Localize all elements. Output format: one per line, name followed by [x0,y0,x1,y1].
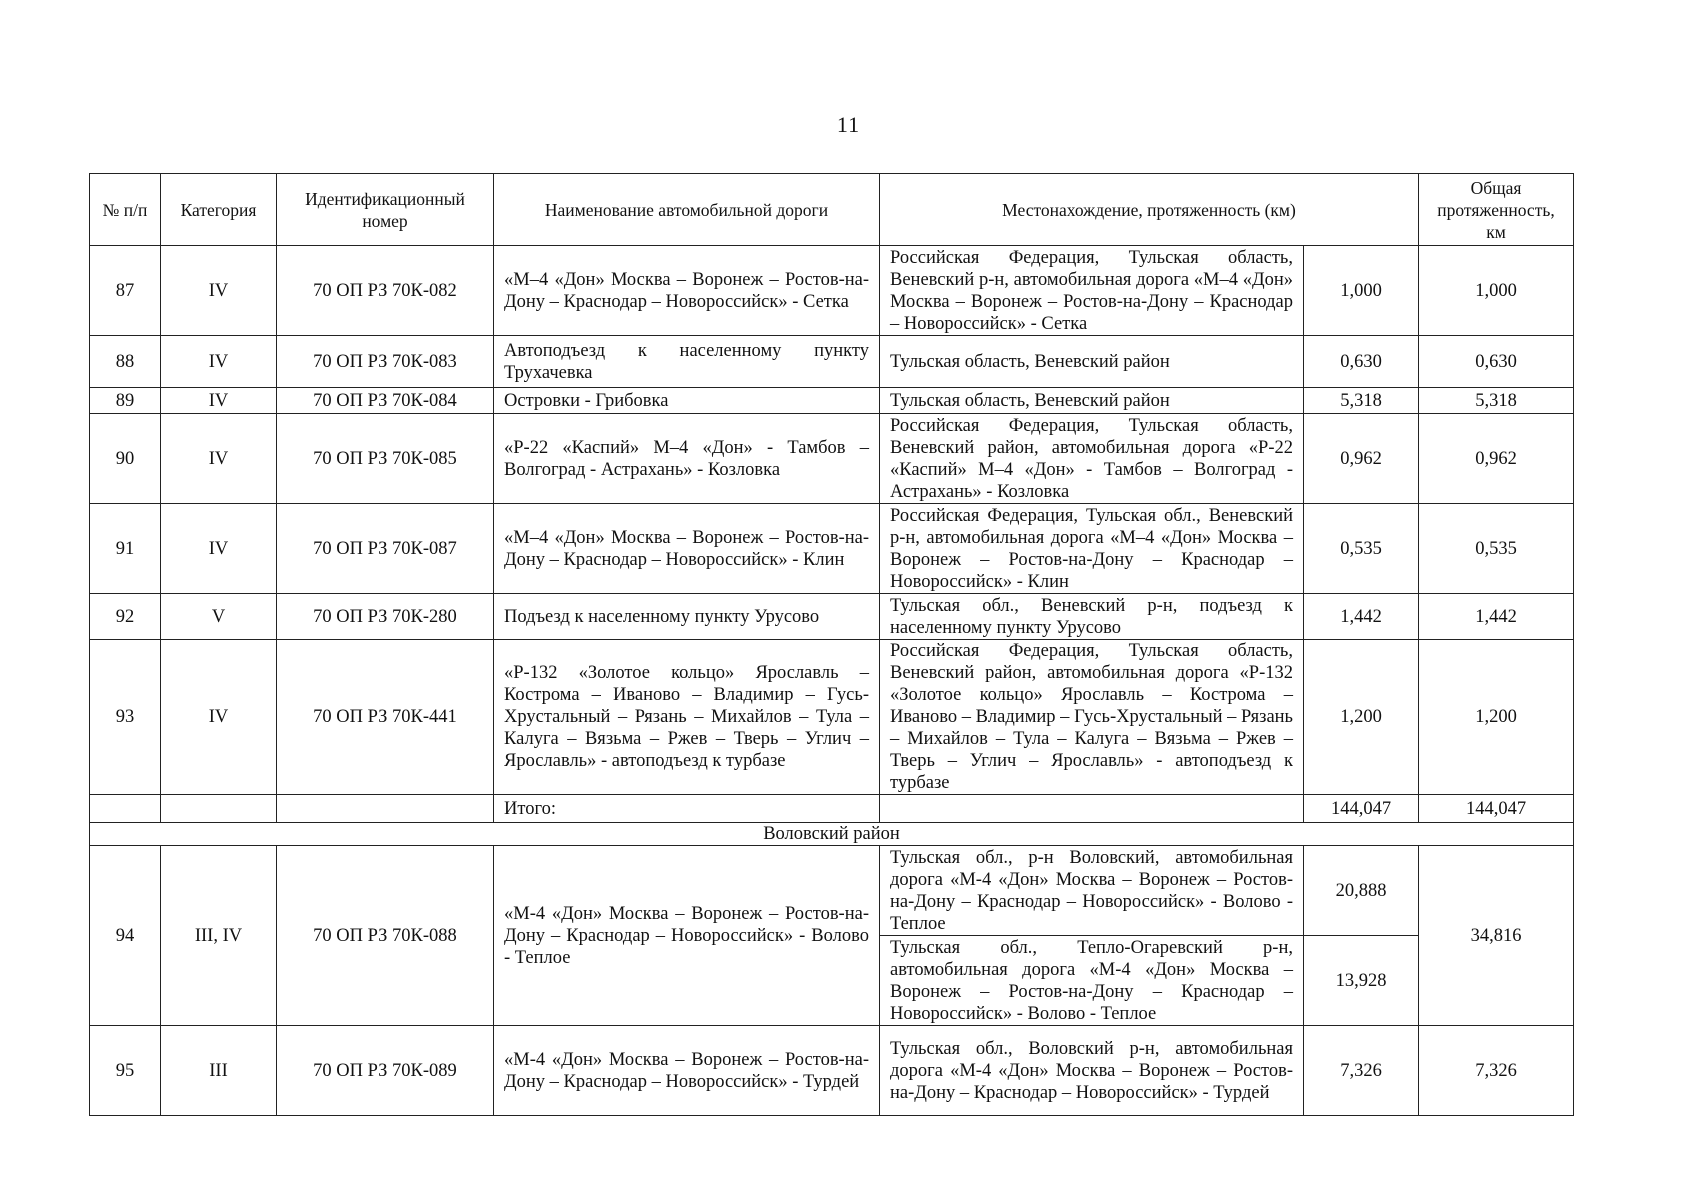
table-row [90,1026,1574,1116]
row-num: 92 [90,594,161,640]
header-location: Местонахождение, протяженность (км) [880,174,1419,246]
row-road-name: «Р-22 «Каспий» М–4 «Дон» - Тамбов – Волгоград - Астрахань» - Козловка [494,414,880,504]
header-category: Категория [161,174,277,246]
header-num: № п/п [90,174,161,246]
row-num: 93 [90,640,161,795]
row-location: Российская Федерация, Тульская область, Веневский р-н, автомобильная дорога «М–4 «Дон» Москва – Воронеж – Ростов-на-Дону – Краснодар – Новороссийск» - Сетка [880,246,1304,336]
row-id: 70 ОП РЗ 70К-087 [277,504,494,594]
roads-table [89,173,1574,1116]
table-row [90,336,1574,388]
row-length-part: 20,888 [1304,846,1419,936]
section-row [90,823,1574,846]
row-road-name: «М–4 «Дон» Москва – Воронеж – Ростов-на-Дону – Краснодар – Новороссийск» - Клин [494,504,880,594]
row-total: 1,000 [1419,246,1574,336]
row-length: 0,630 [1304,336,1419,388]
table-row [90,640,1574,795]
row-location: Российская Федерация, Тульская область, Веневский район, автомобильная дорога «Р-132 «Золотое кольцо» Ярославль – Кострома – Иваново – Владимир – Гусь-Хрустальный – Рязань – Михайлов – Тула – Калуга – Вязьма – Ржев – Тверь – Углич – Ярославль» - автоподъезд к турбазе [880,640,1304,795]
row-total: 7,326 [1419,1026,1574,1116]
row-num: 88 [90,336,161,388]
row-id: 70 ОП РЗ 70К-084 [277,388,494,414]
row-num: 87 [90,246,161,336]
subtotal-row [90,795,1574,823]
row-road-name: «М–4 «Дон» Москва – Воронеж – Ростов-на-Дону – Краснодар – Новороссийск» - Сетка [494,246,880,336]
row-length: 1,200 [1304,640,1419,795]
row-num: 90 [90,414,161,504]
row-total: 0,962 [1419,414,1574,504]
row-location: Тульская область, Веневский район [880,388,1304,414]
row-location: Российская Федерация, Тульская обл., Веневский р-н, автомобильная дорога «М–4 «Дон» Москва – Воронеж – Ростов-на-Дону – Краснодар – Новороссийск» - Клин [880,504,1304,594]
row-num: 95 [90,1026,161,1116]
row-road-name: Подъезд к населенному пункту Урусово [494,594,880,640]
row-category: IV [161,504,277,594]
row-category: V [161,594,277,640]
table-row [90,504,1574,594]
row-road-name: Автоподъезд к населенному пункту Трухачевка [494,336,880,388]
row-category: III [161,1026,277,1116]
row-road-name: «Р-132 «Золотое кольцо» Ярославль – Кострома – Иваново – Владимир – Гусь-Хрустальный – Рязань – Михайлов – Тула – Калуга – Вязьма – Ржев – Тверь – Углич – Ярославль» - автоподъезд к турбазе [494,640,880,795]
row-location: Тульская обл., Воловский р-н, автомобильная дорога «М-4 «Дон» Москва – Воронеж – Ростов-на-Дону – Краснодар – Новороссийск» - Турдей [880,1026,1304,1116]
row-total: 0,535 [1419,504,1574,594]
row-length-part: 13,928 [1304,936,1419,1026]
row-location-part: Тульская обл., Тепло-Огаревский р-н, автомобильная дорога «М-4 «Дон» Москва – Воронеж – Ростов-на-Дону – Краснодар – Новороссийск» - Волово - Теплое [880,936,1304,1026]
row-length: 1,000 [1304,246,1419,336]
row-total: 1,442 [1419,594,1574,640]
row-total: 5,318 [1419,388,1574,414]
header-total-length: Общая протяженность, км [1419,174,1574,246]
row-id: 70 ОП РЗ 70К-280 [277,594,494,640]
row-id: 70 ОП РЗ 70К-083 [277,336,494,388]
section-title: Воловский район [90,823,1574,846]
row-id: 70 ОП РЗ 70К-082 [277,246,494,336]
row-category: IV [161,246,277,336]
row-id: 70 ОП РЗ 70К-089 [277,1026,494,1116]
table-row [90,388,1574,414]
table-row [90,414,1574,504]
row-category: III, IV [161,846,277,1026]
row-num: 91 [90,504,161,594]
row-road-name: Островки - Грибовка [494,388,880,414]
row-length: 1,442 [1304,594,1419,640]
row-road-name: «М-4 «Дон» Москва – Воронеж – Ростов-на-Дону – Краснодар – Новороссийск» - Волово - Теплое [494,846,880,1026]
subtotal-empty-cell [161,795,277,823]
row-location: Тульская обл., Веневский р-н, подъезд к населенному пункту Урусово [880,594,1304,640]
subtotal-length: 144,047 [1304,795,1419,823]
row-location: Тульская область, Веневский район [880,336,1304,388]
header-id-number: Идентификационный номер [277,174,494,246]
row-num: 94 [90,846,161,1026]
subtotal-total: 144,047 [1419,795,1574,823]
row-road-name: «М-4 «Дон» Москва – Воронеж – Ростов-на-Дону – Краснодар – Новороссийск» - Турдей [494,1026,880,1116]
row-num: 89 [90,388,161,414]
page-number: 11 [836,112,861,137]
subtotal-empty-cell [277,795,494,823]
row-id: 70 ОП РЗ 70К-085 [277,414,494,504]
row-length: 7,326 [1304,1026,1419,1116]
subtotal-label: Итого: [494,795,880,823]
row-length: 0,962 [1304,414,1419,504]
row-location: Российская Федерация, Тульская область, Веневский район, автомобильная дорога «Р-22 «Каспий» М–4 «Дон» - Тамбов – Волгоград - Астрахань» - Козловка [880,414,1304,504]
subtotal-empty-cell [880,795,1304,823]
table-row [90,594,1574,640]
row-total: 0,630 [1419,336,1574,388]
row-total: 1,200 [1419,640,1574,795]
subtotal-empty-cell [90,795,161,823]
row-id: 70 ОП РЗ 70К-088 [277,846,494,1026]
row-category: IV [161,414,277,504]
row-category: IV [161,336,277,388]
table-header-row [90,174,1574,246]
row-length: 5,318 [1304,388,1419,414]
row-category: IV [161,388,277,414]
row-location-part: Тульская обл., р-н Воловский, автомобильная дорога «М-4 «Дон» Москва – Воронеж – Ростов-на-Дону – Краснодар – Новороссийск» - Волово - Теплое [880,846,1304,936]
row-length: 0,535 [1304,504,1419,594]
row-id: 70 ОП РЗ 70К-441 [277,640,494,795]
table-row [90,246,1574,336]
row-category: IV [161,640,277,795]
row-total: 34,816 [1419,846,1574,1026]
header-road-name: Наименование автомобильной дороги [494,174,880,246]
table-row [90,846,1574,936]
